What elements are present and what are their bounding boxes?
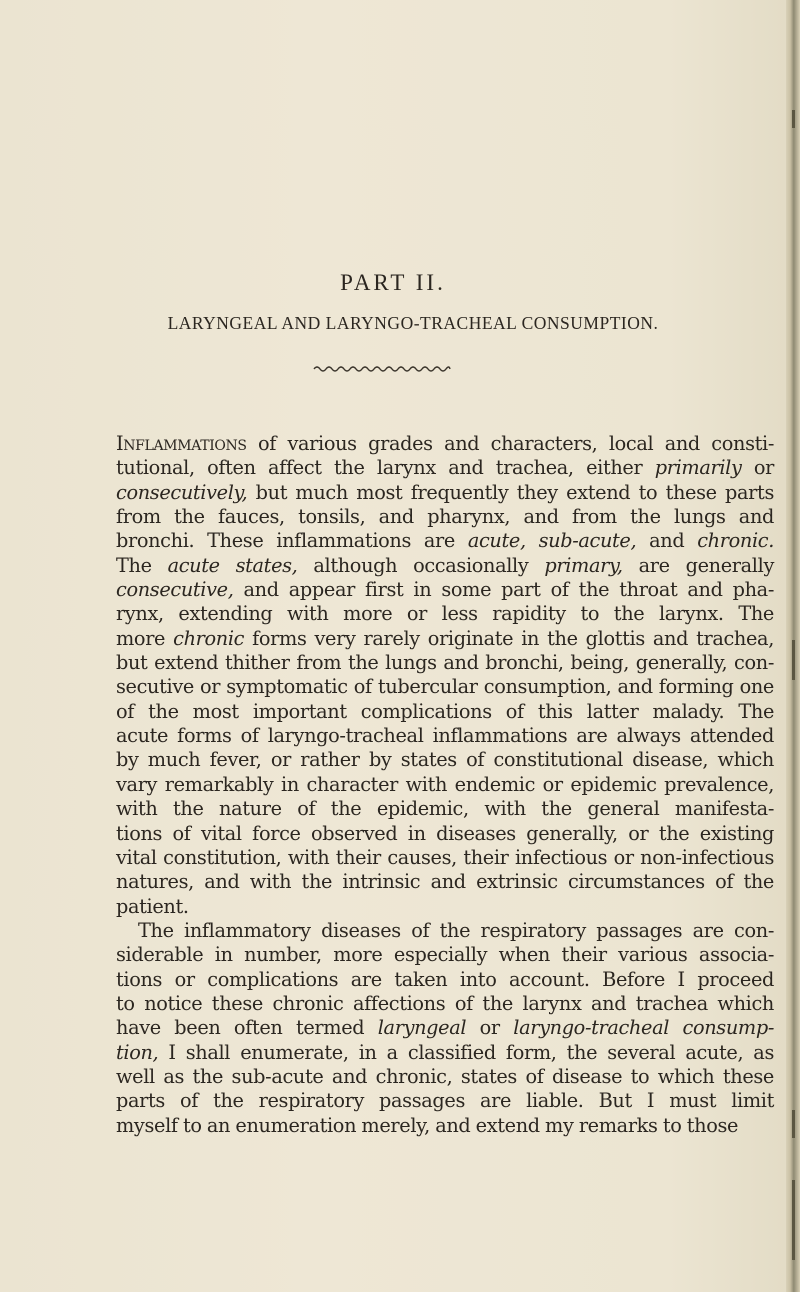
text-run: tutional, often affect the larynx and trachea, either [116,456,655,480]
body-text [116,432,774,1138]
text-run: but extend thither from the lungs and bronchi, being, generally, con- [116,651,774,675]
text-line [116,505,774,529]
text-run: laryngeal [377,1016,467,1040]
text-run: tion, [116,1040,159,1064]
text-line [116,1114,774,1138]
text-run: to notice these chronic affections of the larynx and trachea which [116,991,774,1015]
text-line [116,432,774,456]
text-line [116,773,774,797]
text-run: have been often termed [116,1016,378,1040]
part-heading: PART II. [340,270,446,295]
text-line [116,554,774,578]
text-line [116,943,774,967]
text-line [116,1065,774,1089]
text-run: consecutive, [116,578,234,602]
text-line [116,724,774,748]
text-run: parts of the respiratory passages are liable. But I must limit [116,1089,774,1113]
text-run: primary, [544,553,623,577]
wavy-rule-ornament [312,364,452,374]
text-run: myself to an enumeration merely, and extend my remarks to those [116,1113,739,1137]
text-run: Inflammations [116,432,247,455]
text-run: well as the sub-acute and chronic, states of disease to which these [116,1064,774,1088]
text-line [116,481,774,505]
text-line [116,602,774,626]
text-run: but much most frequently they extend to these parts [247,480,774,504]
text-line [116,968,774,992]
text-line [116,700,774,724]
text-run: primarily [654,456,742,480]
text-line [116,919,774,943]
text-run: or [466,1016,514,1040]
text-line [116,456,774,480]
text-run: tions or complications are taken into account. Before I proceed [116,967,774,991]
text-line [116,651,774,675]
text-run: from the fauces, tonsils, and pharynx, and from the lungs and [116,505,774,529]
text-run: chronic [173,626,245,650]
text-line [116,870,774,894]
text-run: more [116,626,174,650]
text-run: The [116,553,168,577]
text-line [116,1089,774,1113]
text-run: siderable in number, more especially when their various associa- [116,943,774,967]
text-line [116,627,774,651]
text-run: with the nature of the epidemic, with the general manifesta- [116,797,774,821]
text-run: by much fever, or rather by states of constitutional disease, which [116,748,774,772]
text-run: or [741,456,774,480]
text-line [116,992,774,1016]
text-run: are generally [622,553,774,577]
text-line [116,822,774,846]
text-run: acute, sub-acute, [467,529,637,553]
text-line [116,675,774,699]
text-run: consecutively, [116,480,248,504]
text-run: acute states, [167,553,298,577]
paragraph-1 [116,432,774,919]
text-run: secutive or symptomatic of tubercular consumption, and forming one [116,675,774,699]
page-gutter-edge [786,0,800,1292]
text-line [116,895,774,919]
text-line [116,846,774,870]
text-run: chronic. [697,529,774,553]
text-run: of the most important complications of this latter malady. The [116,699,774,723]
text-run: tions of vital force observed in diseases generally, or the existing [116,821,774,845]
text-run: patient. [116,894,189,918]
text-run: vary remarkably in character with endemic or epidemic prevalence, [116,772,774,796]
text-line [116,748,774,772]
text-run: laryngo-tracheal consump- [513,1016,774,1040]
text-run: of various grades and characters, local and consti- [246,432,774,455]
text-line [116,1041,774,1065]
text-run: vital constitution, with their causes, their infectious or non-infectious [116,845,774,869]
text-run: bronchi. These inflammations are [116,529,468,553]
text-run: acute forms of laryngo-tracheal inflammations are always attended [116,724,774,748]
chapter-title: LARYNGEAL AND LARYNGO-TRACHEAL CONSUMPTION. [167,313,659,333]
text-run: forms very rarely originate in the glottis and trachea, [244,626,774,650]
text-line [116,529,774,553]
text-run: I shall enumerate, in a classified form, the several acute, as [158,1040,774,1064]
text-run: natures, and with the intrinsic and extrinsic circumstances of the [116,870,774,894]
text-run: The inflammatory diseases of the respiratory passages are con- [138,918,774,942]
text-line [116,797,774,821]
text-run: and appear first in some part of the throat and pha- [233,578,774,602]
text-run: although occasionally [297,553,545,577]
text-line [116,578,774,602]
paragraph-2 [116,919,774,1138]
text-line [116,1016,774,1040]
text-run: rynx, extending with more or less rapidity to the larynx. The [116,602,774,626]
text-run: and [636,529,698,553]
